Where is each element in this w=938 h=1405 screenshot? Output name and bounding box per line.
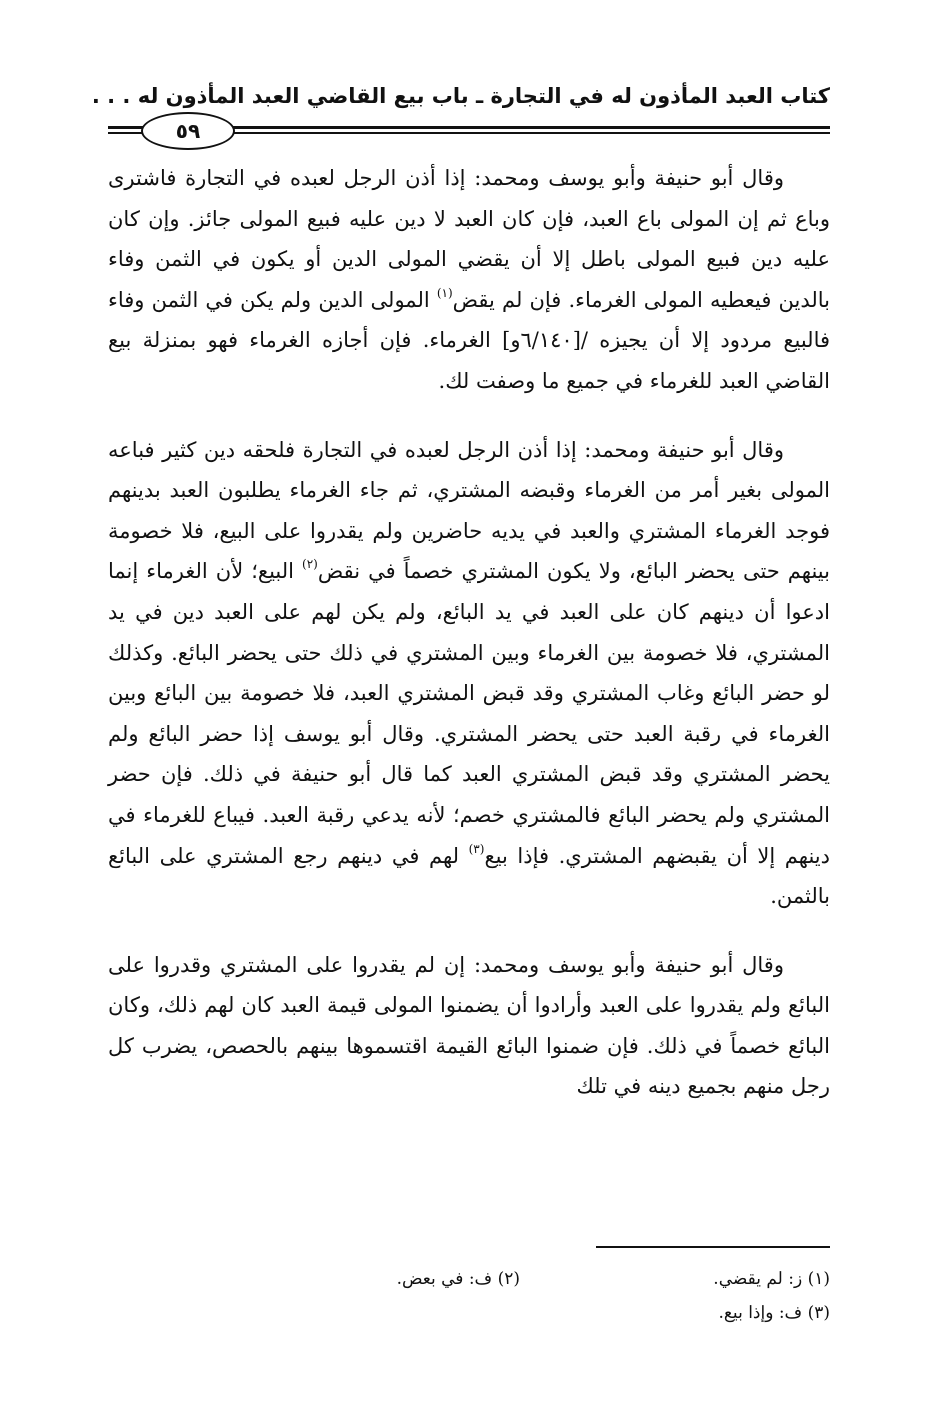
footnote-ref-2: (٢): [302, 557, 318, 572]
paragraph-1-text-b: المولى الدين ولم يكن في الثمن وفاء فالبيع مردود إلا أن يجيزه /[٦/١٤٠و] الغرماء. فإن أجازه الغرماء فهو بمنزلة بيع القاضي العبد للغرماء في جميع ما وصفت لك.: [108, 287, 831, 393]
footnotes: [108, 1262, 830, 1330]
paragraph-2-text-b: البيع؛ لأن الغرماء إنما ادعوا أن دينهم كان على العبد في يد البائع، ولم يكن لهم على العبد دين في يد المشتري، فلا خصومة بين الغرماء وبين المشتري في ذلك حتى يحضر البائع. وكذلك لو حضر البائع وغاب المشتري وقد قبض المشتري العبد، فلا خصومة بين البائع وبين الغرماء في رقبة العبد حتى يحضر المشتري. وقال أبو يوسف إذا حضر البائع ولم يحضر المشتري وقد قبض المشتري العبد كما قال أبو حنيفة في ذلك. فإن حضر المشتري ولم يحضر البائع فالمشتري خصم؛ لأنه يدعي رقبة العبد. فيباع للغرماء في دينهم إلا أن يقبضهم المشتري. فإذا بيع: [108, 559, 830, 868]
footnote-3: (٣) ف: وإذا بيع.: [718, 1303, 830, 1323]
footnote-ref-1: (١): [436, 285, 453, 300]
paragraph-2-text-c: لهم في دينهم رجع المشتري على البائع بالثمن.: [108, 843, 830, 909]
paragraph-2-text-a: وقال أبو حنيفة ومحمد: إذا أذن الرجل لعبده في التجارة فلحقه دين كثير فباعه المولى بغير أمر من الغرماء وقبضه المشتري، ثم جاء الغرماء يطلبون العبد بدينهم فوجد الغرماء المشتري والعبد في يديه حاضرين ولم يقدروا على البيع، فلا خصومة بينهم حتى يحضر البائع، ولا يكون المشتري خصماً في نقض: [108, 437, 830, 584]
page-number-badge: [141, 112, 235, 150]
page-number: ٥٩: [175, 119, 201, 143]
footnote-ref-3: (٣): [468, 841, 485, 856]
running-title: كتاب العبد المأذون له في التجارة ـ باب بيع القاضي العبد المأذون له . . .: [91, 84, 830, 108]
footnote-2: (٢) ف: في بعض.: [396, 1269, 520, 1289]
footnote-row: [108, 1262, 830, 1296]
footnote-separator: [596, 1246, 830, 1248]
footnote-row: [108, 1296, 830, 1330]
paragraph-1-text-a: وقال أبو حنيفة وأبو يوسف ومحمد: إذا أذن الرجل لعبده في التجارة فاشترى وباع ثم إن المولى باع العبد، فإن كان العبد لا دين عليه فبيع المولى جائز. وإن كان عليه دين فبيع المولى باطل إلا أن يقضي المولى الدين أو يكون في الثمن وفاء بالدين فيعطيه المولى الغرماء. فإن لم يقض: [108, 166, 830, 312]
paragraph-3: وقال أبو حنيفة وأبو يوسف ومحمد: إن لم يقدروا على المشتري وقدروا على البائع ولم يقدروا على العبد وأرادوا أن يضمنوا المولى قيمة العبد كان لهم ذلك، وكان البائع خصماً في ذلك. فإن ضمنوا البائع القيمة اقتسموها بينهم بالحصص، يضرب كل رجل منهم بجميع دينه في تلك: [108, 952, 830, 1099]
main-text: [108, 158, 830, 1107]
footnote-1: (١) ز: لم يقضي.: [713, 1269, 830, 1289]
paragraph-2: [108, 430, 830, 917]
paragraph-1: [108, 158, 830, 402]
